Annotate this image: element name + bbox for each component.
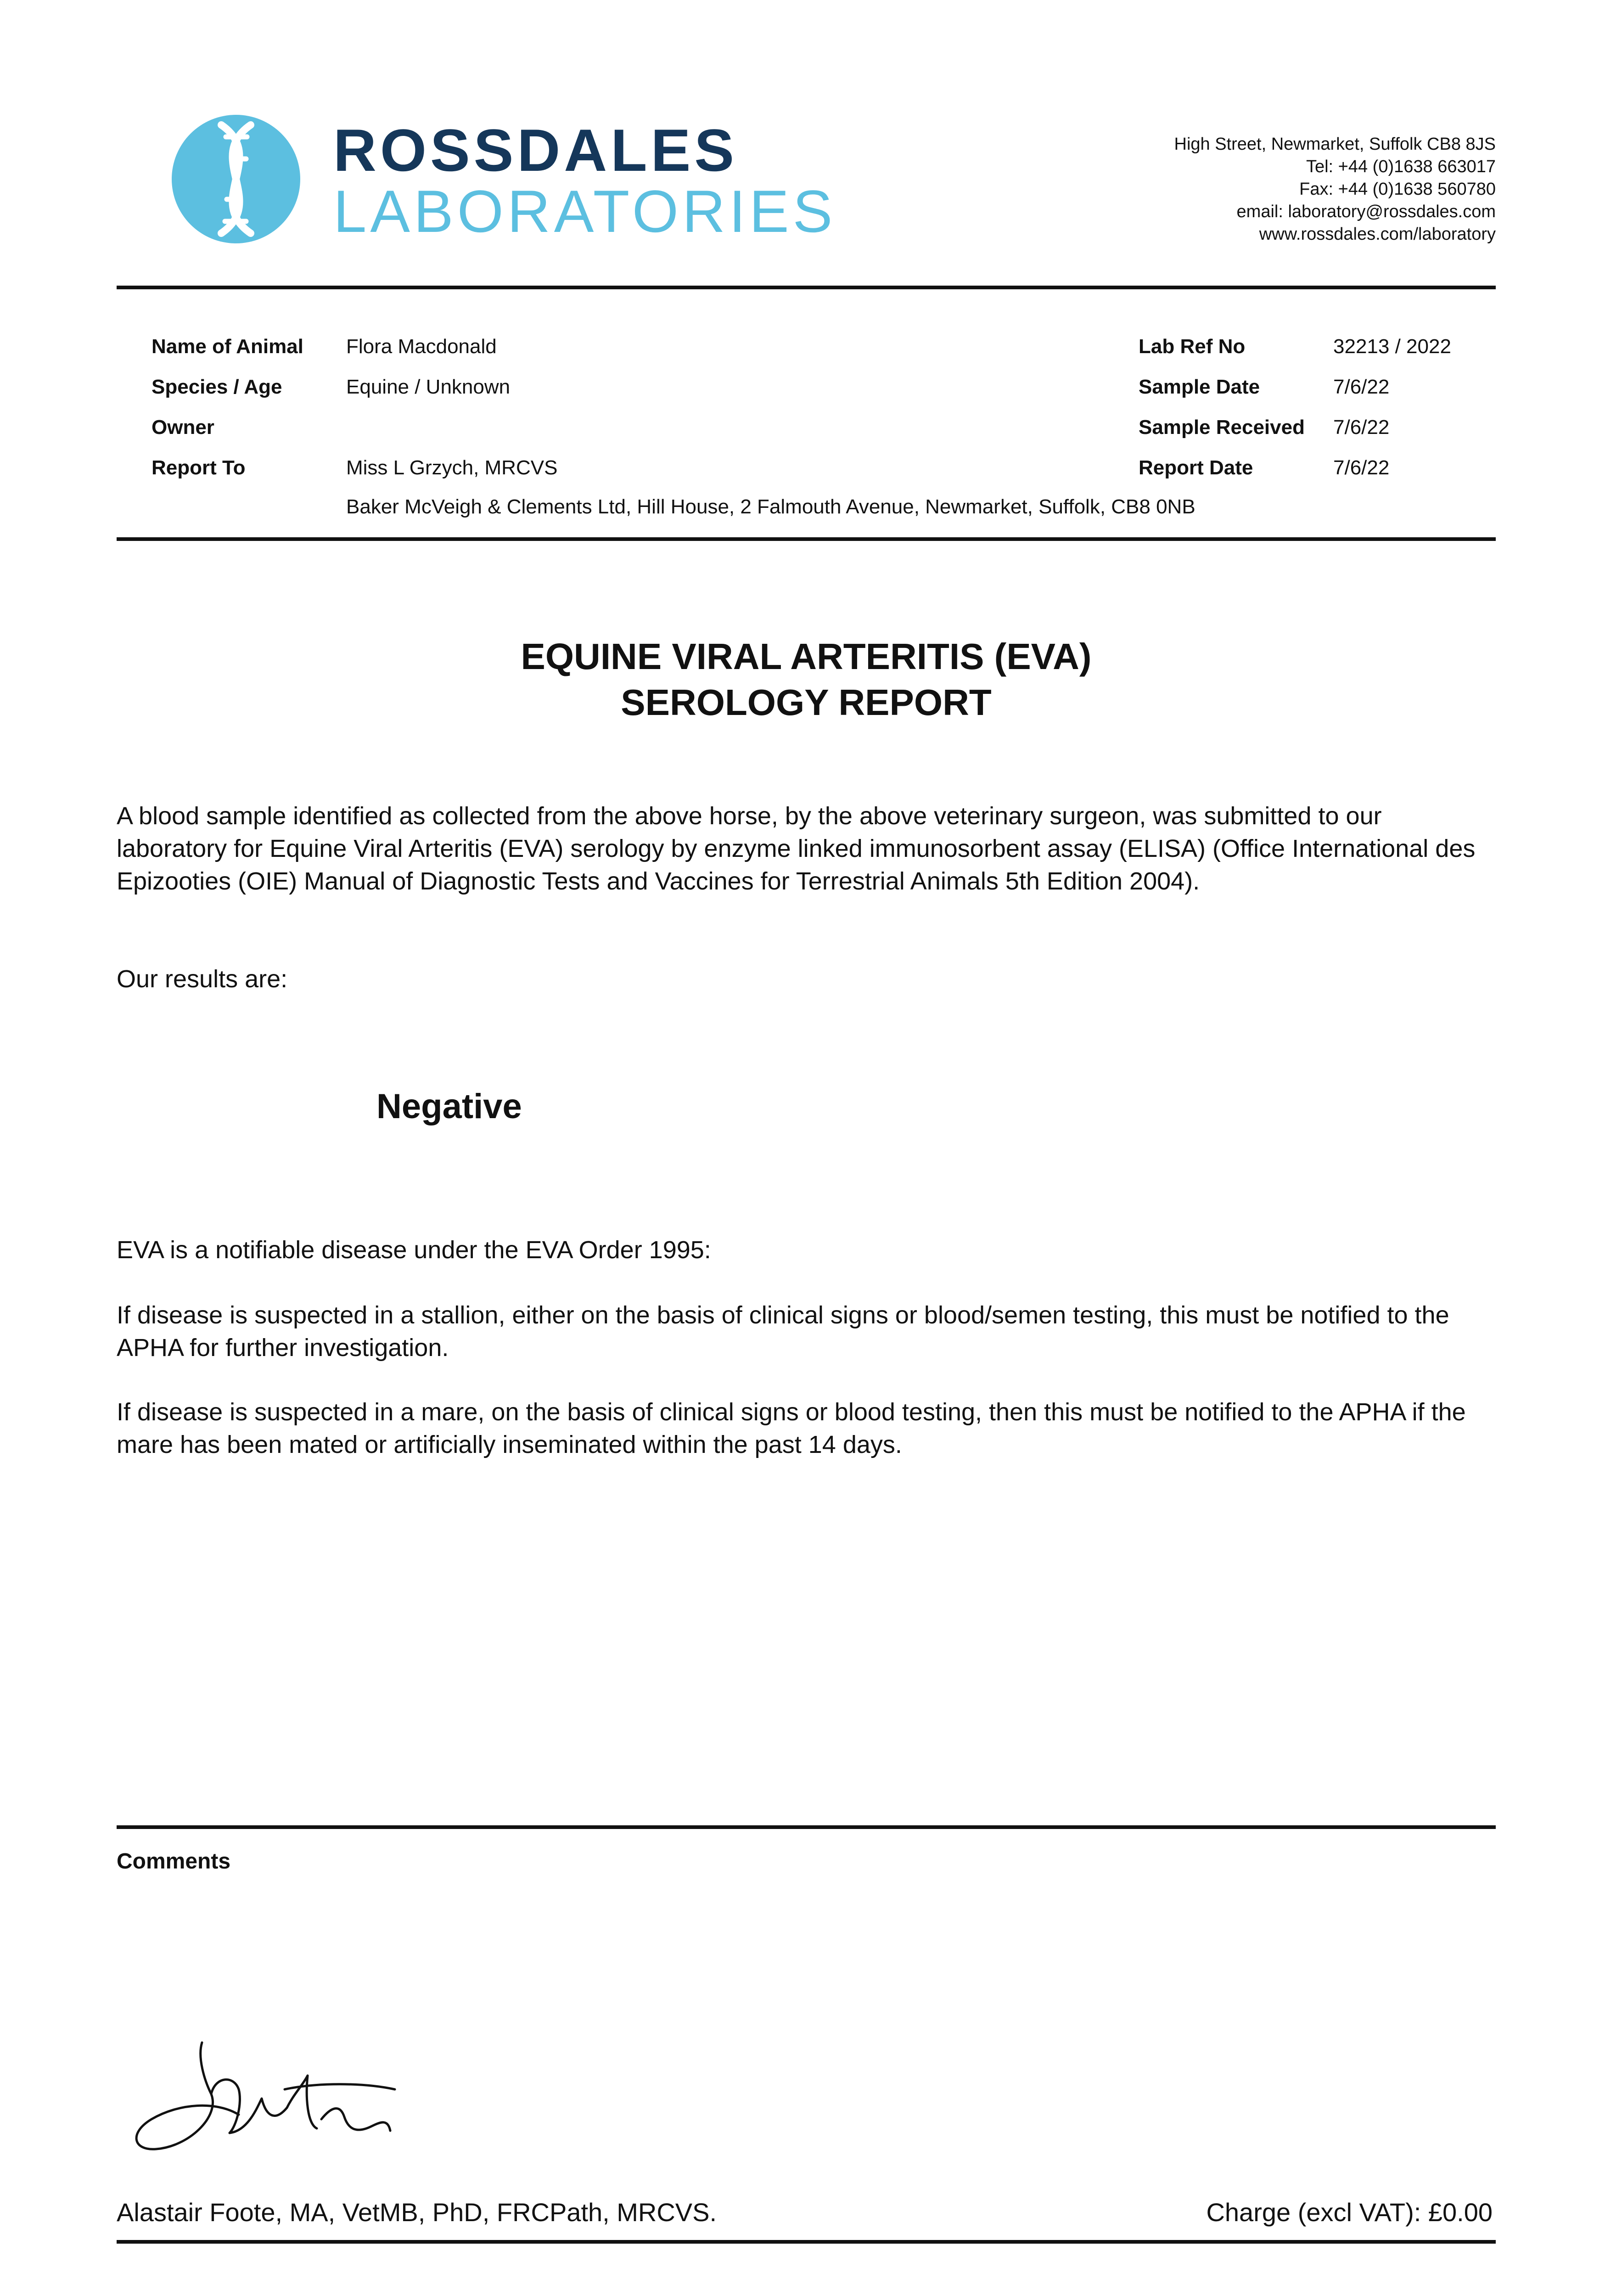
header-divider	[117, 286, 1496, 289]
value-report-date: 7/6/22	[1333, 456, 1390, 479]
comments-label: Comments	[117, 1849, 231, 1874]
value-report-to: Miss L Grzych, MRCVS	[346, 456, 558, 479]
label-sample-date: Sample Date	[1139, 376, 1260, 398]
notifiable-statement: EVA is a notifiable disease under the EVA Order 1995:	[117, 1236, 711, 1264]
value-sample-date: 7/6/22	[1333, 376, 1390, 398]
label-species-age: Species / Age	[152, 376, 282, 398]
contact-block	[991, 133, 1496, 246]
value-lab-ref: 32213 / 2022	[1333, 335, 1451, 358]
contact-phone: Tel: +44 (0)1638 663017	[1306, 157, 1496, 176]
footer-divider	[117, 2240, 1496, 2244]
report-title: EQUINE VIRAL ARTERITIS (EVA)	[521, 636, 1092, 677]
details-divider	[117, 537, 1496, 541]
label-animal-name: Name of Animal	[152, 335, 303, 358]
results-lead: Our results are:	[117, 965, 288, 993]
contact-fax: Fax: +44 (0)1638 560780	[1299, 180, 1496, 199]
charge-amount: Charge (excl VAT): £0.00	[1206, 2198, 1493, 2227]
signature	[124, 2039, 473, 2163]
contact-email[interactable]: email: laboratory@rossdales.com	[1236, 202, 1496, 221]
brand-name: ROSSDALES	[333, 117, 738, 184]
label-sample-received: Sample Received	[1139, 416, 1305, 439]
result-value: Negative	[376, 1087, 522, 1126]
dna-helix-icon	[172, 115, 300, 243]
stallion-note: If disease is suspected in a stallion, either on the basis of clinical signs or blood/semen testing, this must be notified to the APHA for further investigation.	[117, 1301, 1449, 1362]
comments-divider	[117, 1825, 1496, 1829]
label-owner: Owner	[152, 416, 214, 439]
value-species-age: Equine / Unknown	[346, 376, 511, 398]
value-report-to-address: Baker McVeigh & Clements Ltd, Hill House, 2 Falmouth Avenue, Newmarket, Suffolk, CB8 0NB	[346, 495, 1195, 518]
value-animal-name: Flora Macdonald	[346, 335, 497, 358]
contact-address: High Street, Newmarket, Suffolk CB8 8JS	[1174, 135, 1496, 154]
intro-paragraph: A blood sample identified as collected from the above horse, by the above veterinary surgeon, was submitted to our laboratory for Equine Viral Arteritis (EVA) serology by enzyme linked immunosorbent assay (ELISA) (Office International des Epizooties (OIE) Manual of Diagnostic Tests and Vaccines for Terrestrial Animals 5th Edition 2004).	[117, 802, 1476, 895]
label-report-to: Report To	[152, 456, 246, 479]
value-sample-received: 7/6/22	[1333, 416, 1390, 439]
report-subtitle: SEROLOGY REPORT	[621, 682, 992, 723]
brand-subtitle: LABORATORIES	[333, 178, 836, 245]
label-report-date: Report Date	[1139, 456, 1253, 479]
mare-note: If disease is suspected in a mare, on the basis of clinical signs or blood testing, then this must be notified to the APHA if the mare has been mated or artificially inseminated within the past 14 days.	[117, 1398, 1466, 1458]
label-lab-ref: Lab Ref No	[1139, 335, 1246, 358]
signer-name: Alastair Foote, MA, VetMB, PhD, FRCPath, MRCVS.	[117, 2198, 717, 2227]
contact-website[interactable]: www.rossdales.com/laboratory	[1259, 225, 1496, 244]
